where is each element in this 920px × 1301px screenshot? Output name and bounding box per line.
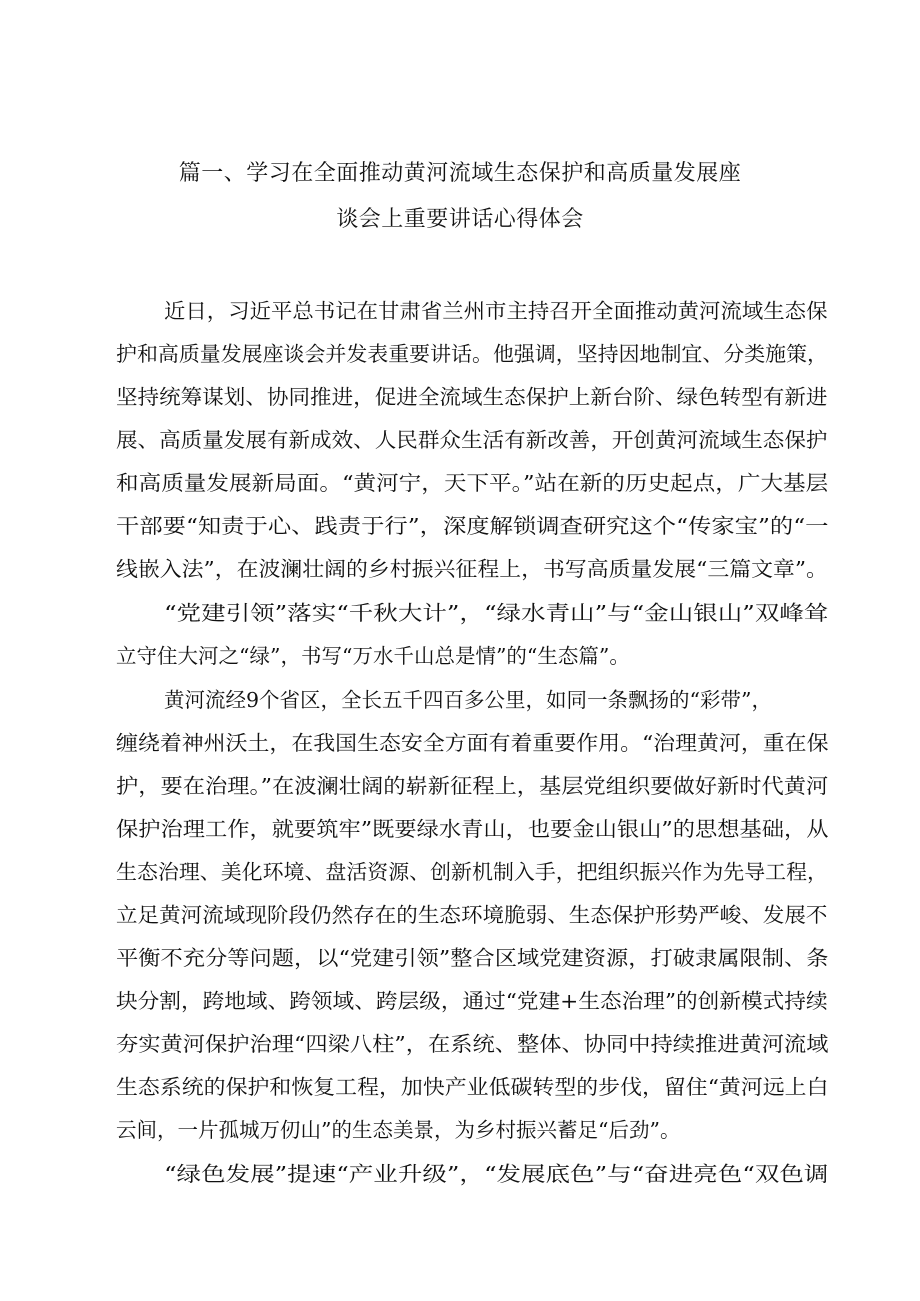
paragraph-line: 线嵌入法”，在波澜壮阔的乡村振兴征程上，书写高质量发展“三篇文章”。: [116, 557, 828, 581]
paragraph-line: 干部要“知责于心、践责于行”，深度解锁调查研究这个“传家宝”的“一: [116, 514, 829, 538]
document-title-line-2: 谈会上重要讲话心得体会: [336, 207, 584, 232]
paragraph-line: 立足黄河流域现阶段仍然存在的生态环境脆弱、生态保护形势严峻、发展不: [116, 903, 828, 927]
paragraph-line: 立守住大河之“绿”，书写“万水千山总是情”的“生态篇”。: [116, 644, 630, 668]
paragraph-line: “绿色发展”提速“产业升级”，“发展底色”与“奋进亮色“双色调: [164, 1162, 829, 1186]
paragraph-line: 坚持统筹谋划、协同推进，促进全流域生态保护上新台阶、绿色转型有新进: [116, 385, 828, 409]
paragraph-line: 护和高质量发展座谈会并发表重要讲话。他强调，坚持因地制宜、分类施策，: [116, 342, 829, 366]
paragraph-line: 缠绕着神州沃土，在我国生态安全方面有着重要作用。“治理黄河，重在保: [116, 731, 829, 755]
document-title-line-1: 篇一、学习在全面推动黄河流域生态保护和高质量发展座: [178, 161, 742, 186]
paragraph-line: 夯实黄河保护治理“四梁八柱”，在系统、整体、协同中持续推进黄河流域: [116, 1032, 829, 1056]
paragraph-line: 平衡不充分等问题，以“党建引领”整合区域党建资源，打破隶属限制、条: [116, 946, 829, 970]
paragraph-line: 护，要在治理。”在波澜壮阔的崭新征程上，基层党组织要做好新时代黄河: [116, 774, 829, 798]
paragraph-line: 保护治理工作，就要筑牢”既要绿水青山，也要金山银山”的思想基础，从: [116, 817, 829, 841]
paragraph-line: 块分割，跨地域、跨领域、跨层级，通过“党建+生态治理”的创新模式持续: [116, 989, 828, 1013]
paragraph-line: 云间，一片孤城万仞山”的生态美景，为乡村振兴蓄足“后劲”。: [116, 1118, 681, 1142]
paragraph-line: 生态系统的保护和恢复工程，加快产业低碳转型的步伐，留住“黄河远上白: [116, 1075, 829, 1099]
paragraph-line: 展、高质量发展有新成效、人民群众生活有新改善，开创黄河流域生态保护: [116, 428, 828, 452]
paragraph-line: “党建引领”落实“千秋大计”，“绿水青山”与“金山银山”双峰耸: [164, 601, 829, 625]
paragraph-line: 和高质量发展新局面。“黄河宁，天下平。”站在新的历史起点，广大基层: [116, 471, 829, 495]
paragraph-line: 生态治理、美化环境、盘活资源、创新机制入手，把组织振兴作为先导工程，: [116, 860, 829, 884]
paragraph-line: 黄河流经9个省区，全长五千四百多公里，如同一条飘扬的“彩带”，: [164, 688, 773, 712]
paragraph-line: 近日，习近平总书记在甘肃省兰州市主持召开全面推动黄河流域生态保: [164, 299, 828, 323]
